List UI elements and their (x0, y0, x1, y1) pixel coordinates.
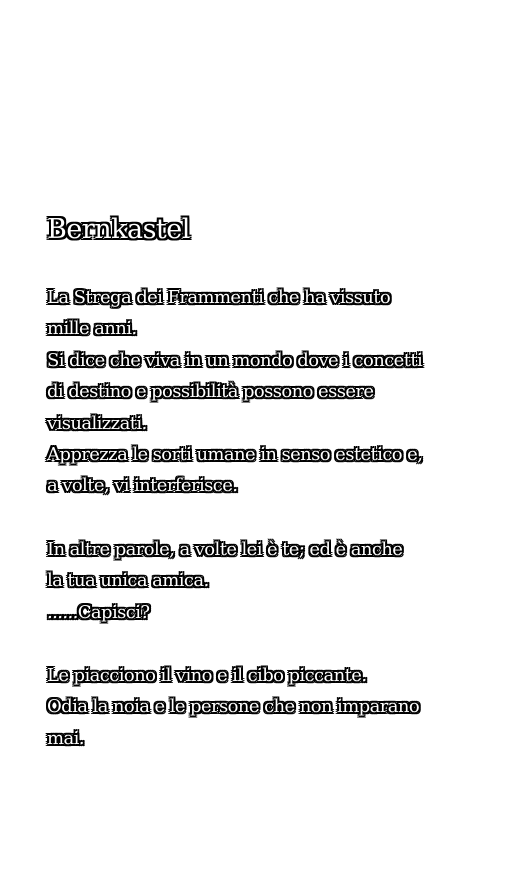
profile-line: ......Capisci? (47, 601, 150, 623)
profile-line: La Strega dei Frammenti che ha vissuto (47, 287, 391, 308)
character-profile (47, 212, 487, 786)
profile-line: di destino e possibilità possono essere (47, 381, 374, 403)
profile-line: Apprezza le sorti umane in senso estetico e, (47, 444, 423, 466)
profile-line: Odia la noia e le persone che non imparano (47, 696, 420, 718)
profile-paragraph-3 (47, 660, 487, 754)
profile-line: visualizzati. (47, 412, 147, 434)
character-name: Bernkastel (47, 214, 190, 245)
profile-line: la tua unica amica. (47, 570, 209, 592)
profile-line: mille anni. (47, 318, 137, 340)
profile-paragraph-1 (47, 282, 487, 502)
profile-paragraph-2 (47, 534, 487, 628)
profile-line: In altre parole, a volte lei è te; ed è anche (47, 538, 403, 560)
profile-line: a volte, vi interferisce. (47, 475, 238, 497)
profile-line: Le piacciono il vino e il cibo piccante. (47, 665, 367, 687)
profile-line: mai. (47, 727, 84, 749)
profile-line: Si dice che viva in un mondo dove i concetti (47, 349, 423, 371)
